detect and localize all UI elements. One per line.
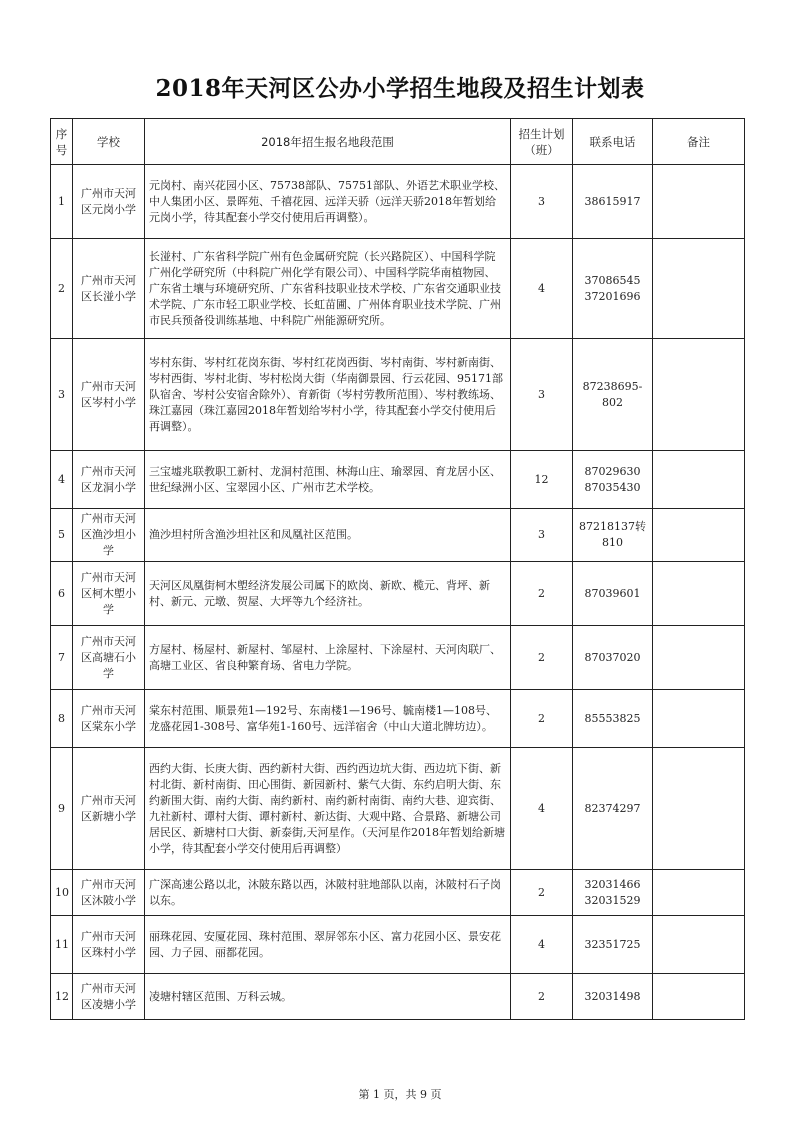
enrollment-range: 丽珠花园、安厦花园、珠村范围、翠屏邻东小区、富力花园小区、景安花园、力子园、丽都花园。 — [145, 916, 511, 974]
enrollment-range: 元岗村、南兴花园小区、75738部队、75751部队、外语艺术职业学校、中人集团小区、景晖苑、千禧花园、远洋天骄（远洋天骄2018年暂划给元岗小学，待其配套小学交付使用后再调整）。 — [145, 165, 511, 239]
table-row — [51, 239, 745, 339]
row-number: 7 — [51, 626, 73, 690]
enrollment-range: 西约大街、长庚大街、西约新村大街、西约西边坑大街、西边坑下街、新村北街、新村南街、田心围街、新园新村、紫气大街、东约启明大街、东约新围大街、南约大街、南约新村、南约新村南街、南约大巷、迎宾街、九社新村、谭村大街、谭村新村、新达街、大观中路、合景路、新塘公司居民区、新塘村口大街、新泰街,天河星作。（天河星作2018年暂划给新塘小学，待其配套小学交付使用后再调整） — [145, 748, 511, 870]
enrollment-range: 凌塘村辖区范围、万科云城。 — [145, 974, 511, 1020]
remarks — [653, 239, 745, 339]
plan-classes: 12 — [511, 451, 573, 509]
enrollment-range: 渔沙坦村所含渔沙坦社区和凤凰社区范围。 — [145, 509, 511, 562]
phone-number: 32031466 — [584, 877, 641, 891]
plan-classes: 3 — [511, 339, 573, 451]
plan-classes: 4 — [511, 239, 573, 339]
contact-phone — [573, 165, 653, 239]
row-number: 2 — [51, 239, 73, 339]
enrollment-range: 天河区凤凰街柯木塱经济发展公司属下的欧岗、新欧、榄元、背坪、新村、新元、元墩、贺屋、大坪等九个经济社。 — [145, 562, 511, 626]
remarks — [653, 974, 745, 1020]
contact-phone — [573, 451, 653, 509]
remarks — [653, 626, 745, 690]
table-body — [51, 165, 745, 1020]
school-name: 广州市天河区岑村小学 — [73, 339, 145, 451]
phone-number: 87035430 — [584, 480, 641, 494]
enrollment-plan-table — [50, 118, 745, 1020]
row-number: 4 — [51, 451, 73, 509]
school-name: 广州市天河区棠东小学 — [73, 690, 145, 748]
phone-number: 32031529 — [584, 893, 641, 907]
row-number: 9 — [51, 748, 73, 870]
phone-number: 37201696 — [584, 289, 641, 303]
plan-classes: 4 — [511, 748, 573, 870]
enrollment-range: 岑村东街、岑村红花岗东街、岑村红花岗西街、岑村南街、岑村新南街、岑村西街、岑村北街、岑村松岗大街（华南御景园、行云花园、95171部队宿舍、岑村公安宿舍除外）、育新街（岑村劳教所范围）、岑村教练场、珠江嘉园（珠江嘉园2018年暂划给岑村小学，待其配套小学交付使用后再调整）。 — [145, 339, 511, 451]
contact-phone — [573, 916, 653, 974]
phone-number: 38615917 — [584, 194, 641, 208]
table-row — [51, 339, 745, 451]
table-row — [51, 690, 745, 748]
table-row — [51, 974, 745, 1020]
row-number: 1 — [51, 165, 73, 239]
school-name: 广州市天河区龙洞小学 — [73, 451, 145, 509]
plan-classes: 3 — [511, 509, 573, 562]
row-number: 5 — [51, 509, 73, 562]
page-footer: 第 1 页，共 9 页 — [358, 1088, 442, 1101]
table-row — [51, 562, 745, 626]
remarks — [653, 451, 745, 509]
contact-phone — [573, 239, 653, 339]
school-name: 广州市天河区珠村小学 — [73, 916, 145, 974]
contact-phone — [573, 870, 653, 916]
plan-classes: 3 — [511, 165, 573, 239]
remarks — [653, 339, 745, 451]
school-name: 广州市天河区柯木塱小学 — [73, 562, 145, 626]
phone-number: 82374297 — [584, 801, 641, 815]
remarks — [653, 165, 745, 239]
contact-phone — [573, 748, 653, 870]
phone-number: 87218137转810 — [579, 520, 646, 549]
school-name: 广州市天河区凌塘小学 — [73, 974, 145, 1020]
enrollment-range: 棠东村范围、顺景苑1—192号、东南楼1—196号、毓南楼1—108号、龙盛花园1-308号、富华苑1-160号、远洋宿舍（中山大道北牌坊边）。 — [145, 690, 511, 748]
header-no: 序号 — [51, 119, 73, 165]
table-row — [51, 509, 745, 562]
phone-number: 87037020 — [584, 650, 641, 664]
table-row — [51, 748, 745, 870]
contact-phone — [573, 562, 653, 626]
phone-number: 87029630 — [584, 464, 641, 478]
row-number: 3 — [51, 339, 73, 451]
phone-number: 87039601 — [584, 586, 641, 600]
phone-number: 32031498 — [584, 989, 641, 1003]
school-name: 广州市天河区新塘小学 — [73, 748, 145, 870]
enrollment-range: 方屋村、杨屋村、新屋村、邹屋村、上涂屋村、下涂屋村、天河肉联厂、高塘工业区、省良种繁育场、省电力学院。 — [145, 626, 511, 690]
plan-classes: 2 — [511, 626, 573, 690]
remarks — [653, 509, 745, 562]
header-note: 备注 — [653, 119, 745, 165]
remarks — [653, 690, 745, 748]
row-number: 11 — [51, 916, 73, 974]
row-number: 8 — [51, 690, 73, 748]
table-header-row — [51, 119, 745, 165]
table-row — [51, 626, 745, 690]
contact-phone — [573, 339, 653, 451]
contact-phone — [573, 974, 653, 1020]
enrollment-range: 三宝墟兆联教职工新村、龙洞村范围、林海山庄、瑜翠园、育龙居小区、世纪绿洲小区、宝翠园小区、广州市艺术学校。 — [145, 451, 511, 509]
table-row — [51, 916, 745, 974]
page-title: 2018年天河区公办小学招生地段及招生计划表 — [155, 75, 645, 102]
phone-number: 37086545 — [584, 273, 641, 287]
enrollment-range: 长湴村、广东省科学院广州有色金属研究院（长兴路院区）、中国科学院广州化学研究所（中科院广州化学有限公司）、中国科学院华南植物园、广东省土壤与环境研究所、广东省科技职业技术学校、广东省交通职业技术学院、广东市轻工职业学校、长虹苗圃、广州体育职业技术学院、广州市民兵预备役训练基地、中科院广州能源研究所。 — [145, 239, 511, 339]
row-number: 12 — [51, 974, 73, 1020]
table-row — [51, 165, 745, 239]
plan-classes: 4 — [511, 916, 573, 974]
remarks — [653, 562, 745, 626]
header-range: 2018年招生报名地段范围 — [145, 119, 511, 165]
school-name: 广州市天河区高塘石小学 — [73, 626, 145, 690]
row-number: 10 — [51, 870, 73, 916]
contact-phone — [573, 626, 653, 690]
plan-classes: 2 — [511, 870, 573, 916]
phone-number: 32351725 — [584, 937, 641, 951]
remarks — [653, 870, 745, 916]
school-name: 广州市天河区元岗小学 — [73, 165, 145, 239]
row-number: 6 — [51, 562, 73, 626]
header-school: 学校 — [73, 119, 145, 165]
contact-phone — [573, 690, 653, 748]
phone-number: 87238695-802 — [582, 379, 643, 409]
header-phone: 联系电话 — [573, 119, 653, 165]
school-name: 广州市天河区长湴小学 — [73, 239, 145, 339]
table-row — [51, 451, 745, 509]
enrollment-range: 广深高速公路以北，沐陂东路以西，沐陂村驻地部队以南，沐陂村石子岗以东。 — [145, 870, 511, 916]
phone-number: 85553825 — [584, 711, 641, 725]
plan-classes: 2 — [511, 974, 573, 1020]
school-name: 广州市天河区渔沙坦小学 — [73, 509, 145, 562]
plan-classes: 2 — [511, 562, 573, 626]
remarks — [653, 916, 745, 974]
header-plan: 招生计划（班） — [511, 119, 573, 165]
table-row — [51, 870, 745, 916]
contact-phone — [573, 509, 653, 562]
remarks — [653, 748, 745, 870]
plan-classes: 2 — [511, 690, 573, 748]
school-name: 广州市天河区沐陂小学 — [73, 870, 145, 916]
